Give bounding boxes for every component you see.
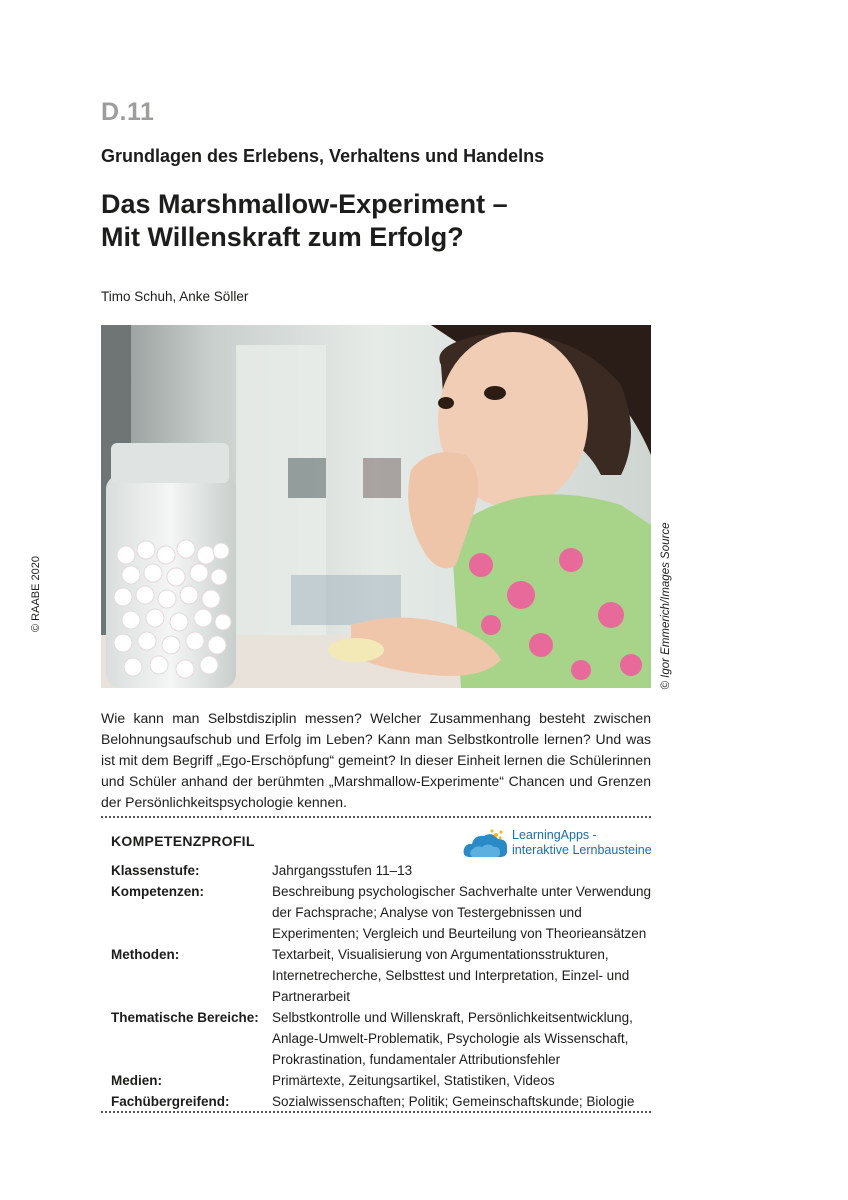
logo-text <box>512 828 652 858</box>
row-value: Sozialwissenschaften; Politik; Gemeinschaftskunde; Biologie <box>272 1094 635 1109</box>
section-title: Grundlagen des Erlebens, Verhaltens und Handelns <box>101 146 545 166</box>
row-value: Beschreibung psychologischer Sachverhalte unter Verwendung der Fachsprache; Analyse von Testergebnissen und Experimenten; Vergleich und Beurteilung von Theorieansätzen <box>272 884 651 941</box>
row-kompetenzen <box>111 881 651 944</box>
child-with-marshmallow-jar-image <box>101 325 651 688</box>
authors: Timo Schuh, Anke Söller <box>101 289 249 304</box>
bottom-divider <box>101 1111 651 1113</box>
cloud-icon <box>462 827 510 863</box>
logo-line-1: LearningApps - <box>512 828 597 842</box>
intro-text: Wie kann man Selbstdisziplin messen? Welcher Zusammenhang besteht zwischen Belohnungsaufschub und Erfolg im Leben? Kann man Selbstkontrolle lernen? Und was ist mit dem Begriff „Ego-Erschöpfung“ gemeint? In dieser Einheit lernen die Schülerinnen und Schüler anhand der berühmten „Marshmallow-Experimente“ Chancen und Grenzen der Persönlichkeitspsychologie kennen. <box>101 710 651 810</box>
row-thematische-bereiche <box>111 1007 651 1070</box>
row-methoden <box>111 944 651 1007</box>
row-label: Thematische Bereiche: <box>111 1010 259 1025</box>
row-label: Methoden: <box>111 947 180 962</box>
top-divider <box>101 816 651 818</box>
row-medien <box>111 1070 651 1091</box>
competence-profile-heading: KOMPETENZPROFIL <box>111 833 255 849</box>
row-label: Fachübergreifend: <box>111 1094 230 1109</box>
logo-line-2: interaktive Lernbausteine <box>512 843 652 857</box>
competence-table <box>111 860 651 1112</box>
page-title <box>101 188 508 254</box>
title-line-2: Mit Willenskraft zum Erfolg? <box>101 222 464 252</box>
row-klassenstufe <box>111 860 651 881</box>
unit-code: D.11 <box>101 98 155 126</box>
row-label: Medien: <box>111 1073 163 1088</box>
learningapps-logo[interactable] <box>462 827 652 863</box>
row-value: Textarbeit, Visualisierung von Argumentationsstrukturen, Internetrecherche, Selbsttest und Interpretation, Einzel- und Partnerarbeit <box>272 947 630 1004</box>
publisher-copyright: © RAABE 2020 <box>30 556 42 632</box>
cover-photo <box>101 325 651 688</box>
photo-credit: © Igor Emmerich/Images Source <box>660 522 672 690</box>
intro-paragraph <box>101 708 651 813</box>
row-value: Selbstkontrolle und Willenskraft, Persönlichkeitsentwicklung, Anlage-Umwelt-Problematik, Psychologie als Wissenschaft, Prokrastination, fundamentaler Attributionsfehler <box>272 1010 633 1067</box>
row-fachuebergreifend <box>111 1091 651 1112</box>
row-value: Primärtexte, Zeitungsartikel, Statistiken, Videos <box>272 1073 555 1088</box>
title-line-1: Das Marshmallow-Experiment – <box>101 189 508 219</box>
row-label: Kompetenzen: <box>111 884 205 899</box>
row-label: Klassenstufe: <box>111 863 200 878</box>
row-value: Jahrgangsstufen 11–13 <box>272 863 413 878</box>
